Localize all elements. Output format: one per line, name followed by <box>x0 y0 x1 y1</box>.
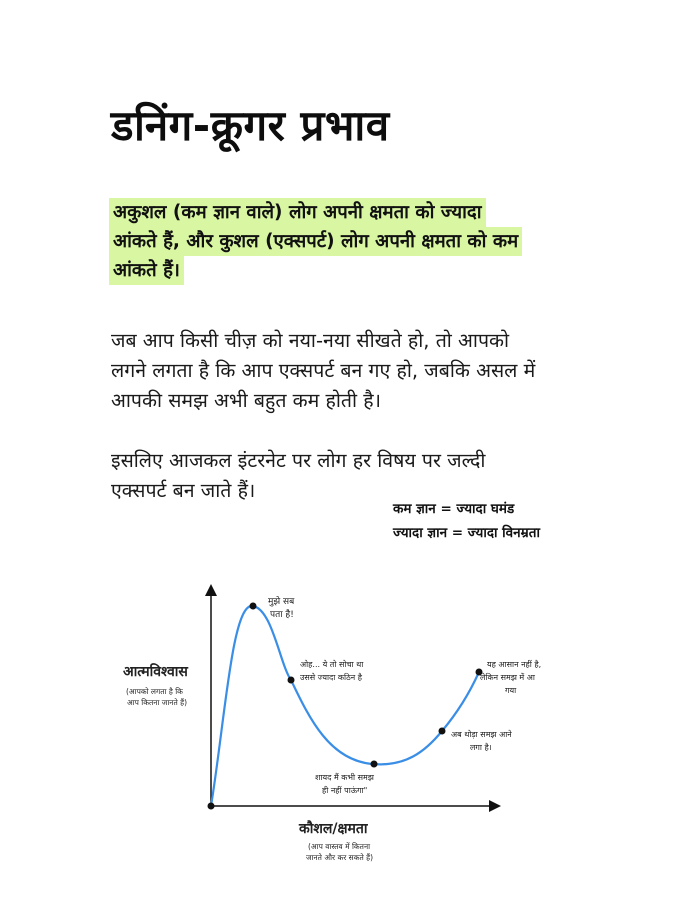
curve-point-valley <box>371 761 378 768</box>
highlight-line: आंकते हैं। <box>109 256 184 285</box>
highlight-line: आंकते हैं, और कुशल (एक्सपर्ट) लोग अपनी क्षमता को कम <box>109 227 522 256</box>
annotation-valley-2: ही नहीं पाऊंगा" <box>322 786 368 795</box>
annotation-decline-2: उससे ज्यादा कठिन है <box>300 673 362 682</box>
y-axis-sublabel-1: (आपको लगता है कि <box>126 687 183 696</box>
annotation-peak-1: मुझे सब <box>268 597 295 607</box>
paragraph-line: आपकी समझ अभी बहुत कम होती है। <box>111 389 382 412</box>
note-line-2: ज्यादा ज्ञान = ज्यादा विनम्रता <box>393 525 540 541</box>
annotation-decline-1: ओह... ये तो सोचा था <box>300 660 364 669</box>
annotation-valley-1: शायद मैं कभी समझ <box>315 773 374 782</box>
x-axis-sublabel-2: जानते और कर सकते हैं) <box>306 853 374 862</box>
annotation-top-2: लेकिन समझ में आ <box>480 673 535 682</box>
curve-point-start <box>208 803 215 810</box>
paragraph-line: लगने लगता है कि आप एक्सपर्ट बन गए हो, जबकि असल में <box>111 359 536 382</box>
annotation-rise-2: लगा है। <box>470 743 492 752</box>
highlight-line: अकुशल (कम ज्ञान वाले) लोग अपनी क्षमता को ज्यादा <box>109 198 486 227</box>
paragraph-line: इसलिए आजकल इंटरनेट पर लोग हर विषय पर जल्दी <box>111 449 486 472</box>
curve-point-decline <box>288 677 295 684</box>
y-axis-label: आत्मविश्वास <box>123 664 188 680</box>
curve-point-rise <box>439 728 446 735</box>
note-line-1: कम ज्ञान = ज्यादा घमंड <box>393 501 515 517</box>
annotation-top-3: गया <box>505 686 517 695</box>
x-axis-sublabel-1: (आप वास्तव में कितना <box>308 842 371 851</box>
paragraph-line: एक्सपर्ट बन जाते हैं। <box>111 479 256 502</box>
y-axis-sublabel-2: आप कितना जानते हैं) <box>127 698 188 707</box>
paragraph-line: जब आप किसी चीज़ को नया-नया सीखते हो, तो आपको <box>111 329 510 352</box>
curve-point-peak <box>250 603 257 610</box>
annotation-rise-1: अब थोड़ा समझ आने <box>451 730 512 739</box>
x-axis-label: कौशल/क्षमता <box>299 821 368 837</box>
page-title: डनिंग-क्रूगर प्रभाव <box>111 101 390 150</box>
annotation-peak-2: पता है! <box>270 610 294 620</box>
annotation-top-1: यह आसान नहीं है, <box>487 660 542 669</box>
